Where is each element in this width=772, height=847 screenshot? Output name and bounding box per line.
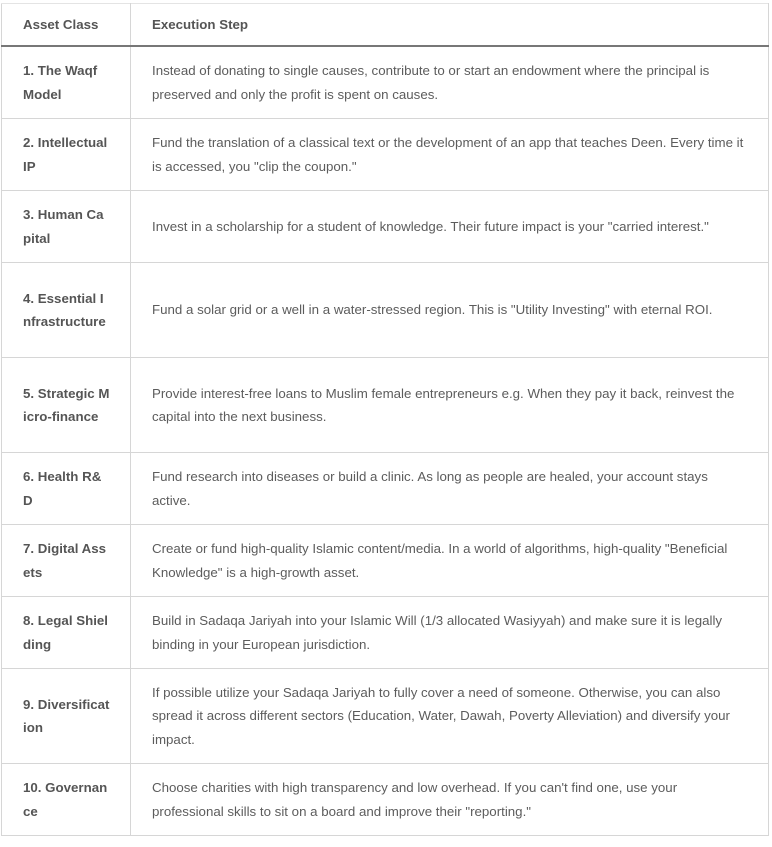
asset-class-cell: 10. Governance [2, 764, 131, 836]
table-row [2, 597, 769, 669]
execution-step-cell: Fund a solar grid or a well in a water-stressed region. This is "Utility Investing" with eternal ROI. [131, 263, 769, 358]
asset-class-cell: 6. Health R&D [2, 453, 131, 525]
table-row [2, 263, 769, 358]
execution-step-cell: Build in Sadaqa Jariyah into your Islamic Will (1/3 allocated Wasiyyah) and make sure it is legally binding in your European jurisdiction. [131, 597, 769, 669]
asset-class-cell: 1. The Waqf Model [2, 46, 131, 119]
asset-class-cell: 4. Essential Infrastructure [2, 263, 131, 358]
execution-step-cell: Provide interest-free loans to Muslim female entrepreneurs e.g. When they pay it back, reinvest the capital into the next business. [131, 358, 769, 453]
asset-class-cell: 7. Digital Assets [2, 525, 131, 597]
table-row [2, 453, 769, 525]
asset-class-table [1, 3, 769, 836]
header-execution-step: Execution Step [131, 4, 769, 47]
table-row [2, 191, 769, 263]
table-row [2, 669, 769, 764]
asset-class-cell: 2. Intellectual IP [2, 119, 131, 191]
table-row [2, 46, 769, 119]
asset-class-cell: 8. Legal Shielding [2, 597, 131, 669]
asset-class-cell: 5. Strategic Micro-finance [2, 358, 131, 453]
table-row [2, 764, 769, 836]
table-row [2, 358, 769, 453]
execution-step-cell: Create or fund high-quality Islamic content/media. In a world of algorithms, high-quality "Beneficial Knowledge" is a high-growth asset. [131, 525, 769, 597]
execution-step-cell: Fund the translation of a classical text or the development of an app that teaches Deen. Every time it is accessed, you "clip the coupon." [131, 119, 769, 191]
header-asset-class: Asset Class [2, 4, 131, 47]
execution-step-cell: If possible utilize your Sadaqa Jariyah to fully cover a need of someone. Otherwise, you can also spread it across different sectors (Education, Water, Dawah, Poverty Alleviation) and diversify your impact. [131, 669, 769, 764]
asset-class-cell: 9. Diversification [2, 669, 131, 764]
asset-class-cell: 3. Human Capital [2, 191, 131, 263]
table-row [2, 119, 769, 191]
table-row [2, 525, 769, 597]
table-header-row [2, 4, 769, 47]
execution-step-cell: Choose charities with high transparency and low overhead. If you can't find one, use your professional skills to sit on a board and improve their "reporting." [131, 764, 769, 836]
execution-step-cell: Invest in a scholarship for a student of knowledge. Their future impact is your "carried interest." [131, 191, 769, 263]
execution-step-cell: Fund research into diseases or build a clinic. As long as people are healed, your account stays active. [131, 453, 769, 525]
execution-step-cell: Instead of donating to single causes, contribute to or start an endowment where the principal is preserved and only the profit is spent on causes. [131, 46, 769, 119]
